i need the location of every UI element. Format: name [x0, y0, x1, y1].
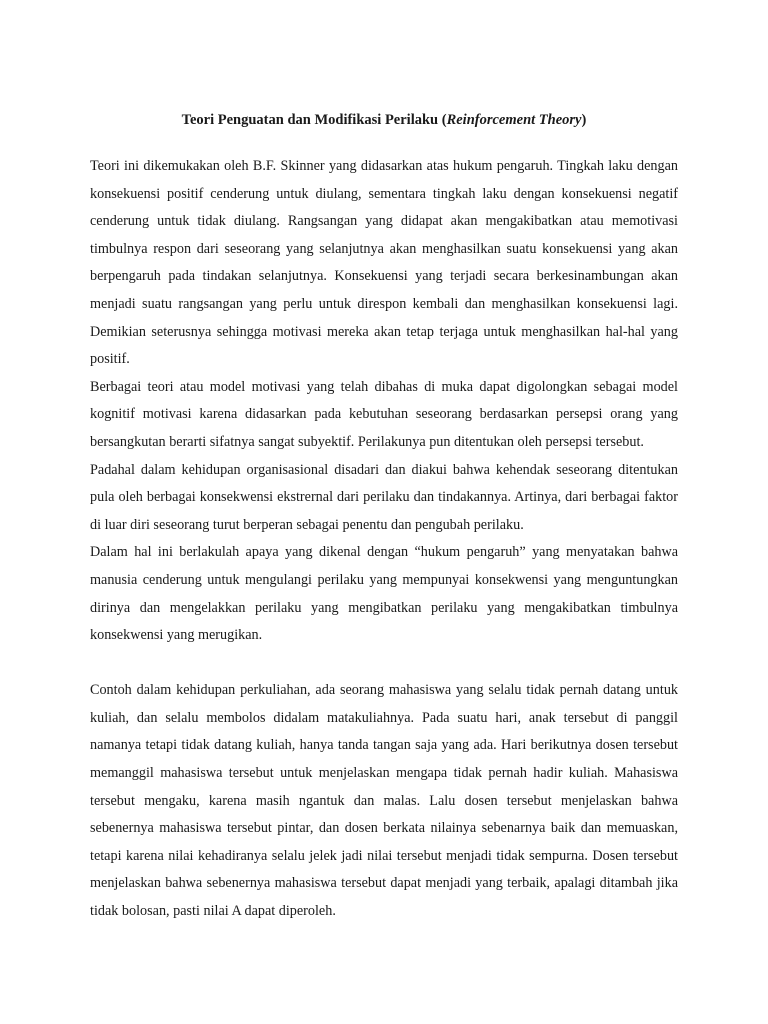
- title-close: ): [581, 112, 587, 128]
- paragraph-3: Padahal dalam kehidupan organisasional disadari dan diakui bahwa kehendak seseorang ditentukan pula oleh berbagai konsekwensi ekstrernal dari perilaku dan tindakannya. Artinya, dari berbagai faktor di luar diri seseorang turut berperan sebagai penentu dan pengubah perilaku.: [90, 461, 678, 533]
- paragraph-5: Contoh dalam kehidupan perkuliahan, ada seorang mahasiswa yang selalu tidak pernah datang untuk kuliah, dan selalu membolos didalam matakuliahnya. Pada suatu hari, anak tersebut di panggil namanya tetapi tidak datang kuliah, hanya tanda tangan saja yang ada. Hari berikutnya dosen tersebut memanggil mahasiswa tersebut untuk menjelaskan mengapa tidak pernah hadir kuliah. Mahasiswa tersebut mengaku, karena masih ngantuk dan malas. Lalu dosen tersebut menjelaskan bahwa sebenernya mahasiswa tersebut pintar, dan dosen berkata nilainya sebenarnya baik dan memuaskan, tetapi karena nilai kehadiranya selalu jelek jadi nilai tersebut menjadi tidak sempurna. Dosen tersebut menjelaskan bahwa sebenernya mahasiswa tersebut dapat menjadi yang terbaik, apalagi ditambah jika tidak bolosan, pasti nilai A dapat diperoleh.: [90, 682, 678, 920]
- title-italic: Reinforcement Theory: [446, 112, 582, 128]
- document-title: [0, 110, 768, 130]
- paragraph-1: Teori ini dikemukakan oleh B.F. Skinner yang didasarkan atas hukum pengaruh. Tingkah laku dengan konsekuensi positif cenderung untuk diulang, sementara tingkah laku dengan konsekuensi negatif cenderung untuk tidak diulang. Rangsangan yang didapat akan mengakibatkan atau memotivasi timbulnya respon dari seseorang yang selanjutnya akan menghasilkan suatu konsekuensi yang akan berpengaruh pada tindakan selanjutnya. Konsekuensi yang terjadi secara berkesinambungan akan menjadi suatu rangsangan yang perlu untuk direspon kembali dan menghasilkan konsekuensi lagi. Demikian seterusnya sehingga motivasi mereka akan tetap terjaga untuk menghasilkan hal-hal yang positif.: [90, 158, 678, 368]
- paragraph-2: Berbagai teori atau model motivasi yang telah dibahas di muka dapat digolongkan sebagai model kognitif motivasi karena didasarkan pada kebutuhan seseorang berdasarkan persepsi orang yang bersangkutan berarti sifatnya sangat subyektif. Perilakunya pun ditentukan oleh persepsi tersebut.: [90, 378, 678, 450]
- paragraph-4: Dalam hal ini berlakulah apaya yang dikenal dengan “hukum pengaruh” yang menyatakan bahwa manusia cenderung untuk mengulangi perilaku yang mempunyai konsekwensi yang menguntungkan dirinya dan mengelakkan perilaku yang mengibatkan perilaku yang mengakibatkan timbulnya konsekwensi yang merugikan.: [90, 544, 678, 644]
- title-main: Teori Penguatan dan Modifikasi Perilaku (: [181, 112, 447, 128]
- document-body: [90, 153, 678, 926]
